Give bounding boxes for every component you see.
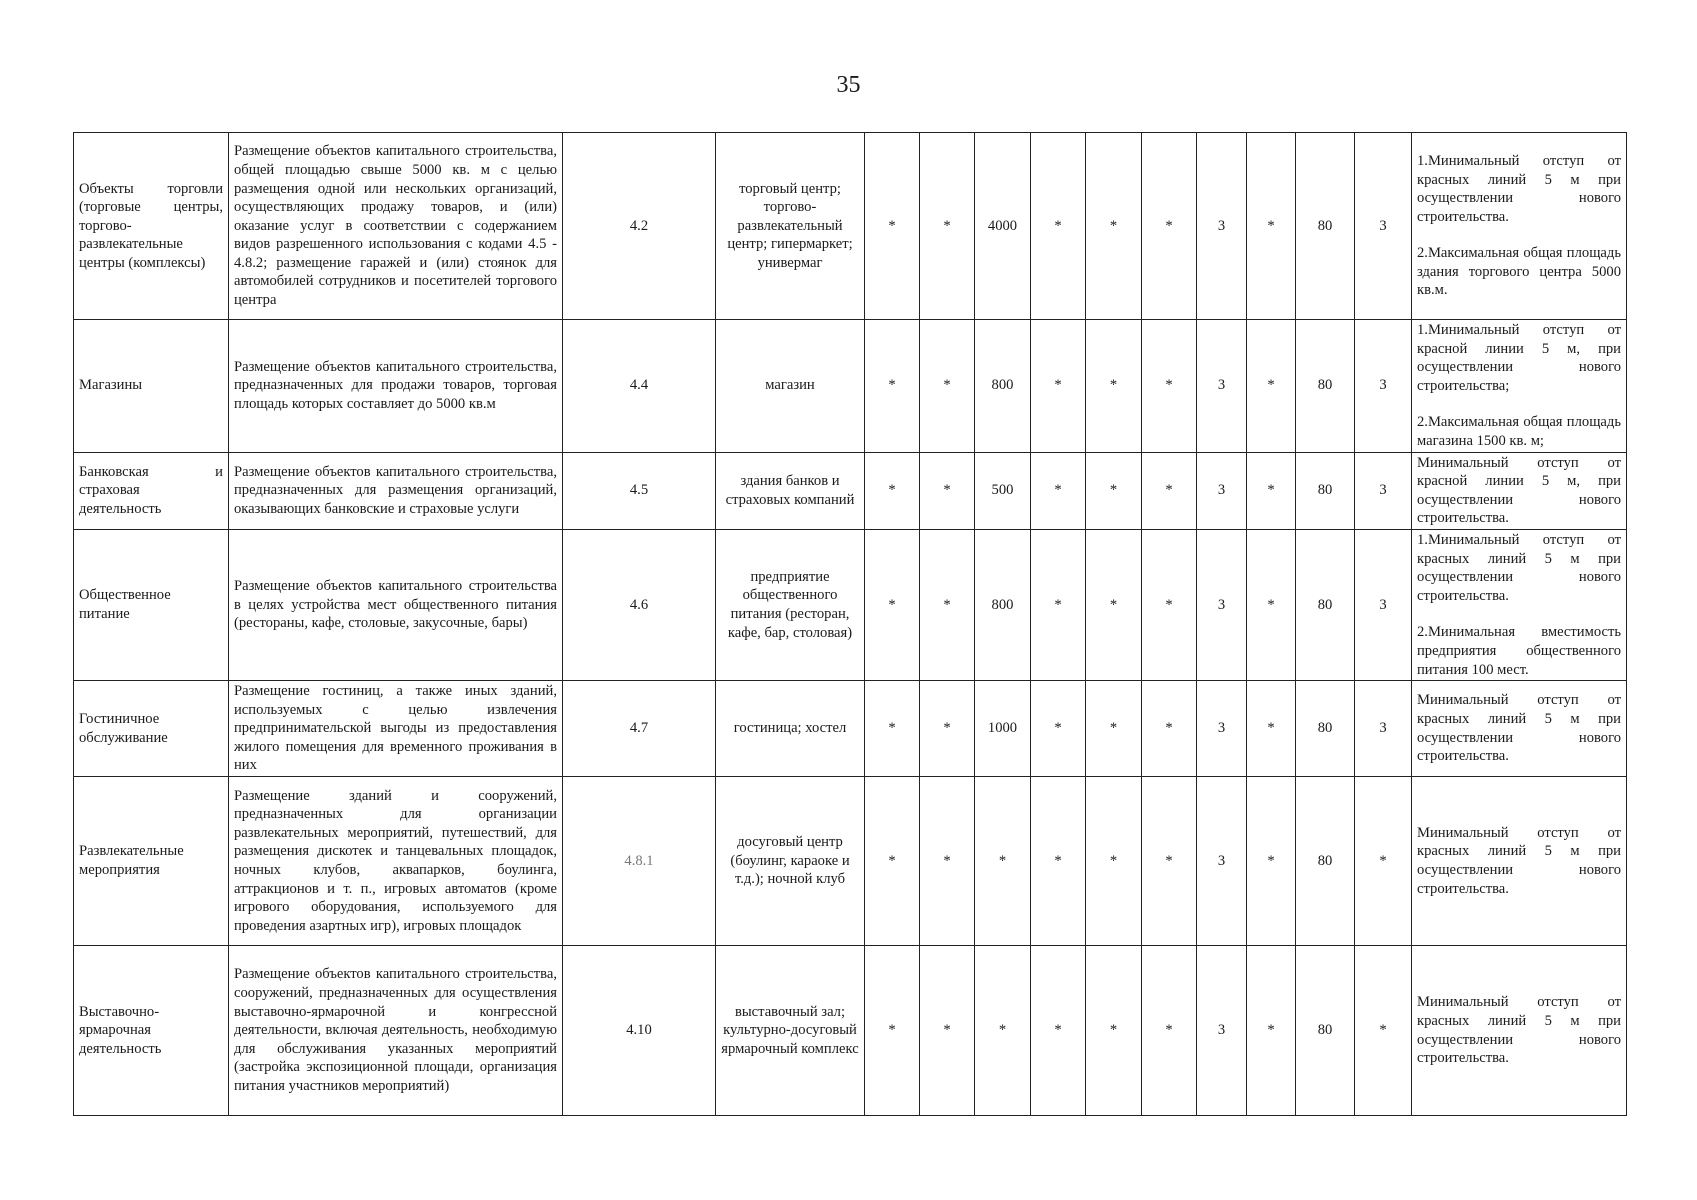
param-cell: * — [1086, 320, 1142, 453]
use-objects: гостиница; хостел — [716, 681, 865, 777]
param-cell: 3 — [1197, 946, 1247, 1116]
param-cell: 500 — [975, 452, 1031, 529]
param-cell: 1000 — [975, 681, 1031, 777]
page-number: 35 — [836, 72, 861, 98]
param-cell: * — [920, 777, 975, 946]
param-cell: * — [1031, 777, 1086, 946]
param-cell: 80 — [1296, 529, 1355, 680]
param-cell: * — [1142, 452, 1197, 529]
param-cell: 3 — [1197, 320, 1247, 453]
use-description: Размещение гостиниц, а также иных зданий, используемых с целью извлечения предпринимательской выгоды из предоставления жилого помещения для временного проживания в них — [229, 681, 563, 777]
param-cell: * — [920, 681, 975, 777]
param-cell: * — [1086, 681, 1142, 777]
param-cell: * — [1142, 320, 1197, 453]
param-cell: * — [1086, 777, 1142, 946]
param-cell: 4000 — [975, 133, 1031, 320]
param-cell: 80 — [1296, 681, 1355, 777]
param-cell: * — [1086, 133, 1142, 320]
use-code: 4.2 — [563, 133, 716, 320]
param-cell: 3 — [1355, 452, 1412, 529]
table-row — [74, 133, 1627, 320]
param-cell: * — [1031, 133, 1086, 320]
param-cell: 80 — [1296, 946, 1355, 1116]
use-objects: досуговый центр (боулинг, караоке и т.д.); ночной клуб — [716, 777, 865, 946]
use-objects: здания банков и страховых компаний — [716, 452, 865, 529]
param-cell: 80 — [1296, 777, 1355, 946]
use-code: 4.6 — [563, 529, 716, 680]
param-cell: * — [920, 529, 975, 680]
note-text: Минимальный отступ от красных линий 5 м при осуществлении нового строительства. — [1417, 692, 1621, 765]
param-cell: * — [1355, 946, 1412, 1116]
param-cell: * — [865, 320, 920, 453]
use-notes — [1412, 777, 1627, 946]
use-notes — [1412, 452, 1627, 529]
param-cell: * — [1247, 681, 1296, 777]
param-cell: * — [865, 529, 920, 680]
note-text: Минимальный отступ от красной линии 5 м, при осуществлении нового строительства. — [1417, 454, 1621, 527]
param-cell: * — [865, 777, 920, 946]
use-name: Объекты торговли (торговые центры, торгово-развлекательные центры (комплексы) — [74, 133, 229, 320]
note-text: Минимальный отступ от красных линий 5 м при осуществлении нового строительства. — [1417, 824, 1621, 897]
param-cell: * — [1142, 133, 1197, 320]
param-cell: 80 — [1296, 133, 1355, 320]
use-code: 4.10 — [563, 946, 716, 1116]
param-cell: * — [975, 777, 1031, 946]
param-cell: * — [1142, 529, 1197, 680]
param-cell: * — [920, 946, 975, 1116]
use-name: Банковская и страховая деятельность — [74, 452, 229, 529]
param-cell: * — [1142, 681, 1197, 777]
param-cell: * — [1247, 777, 1296, 946]
param-cell: * — [920, 133, 975, 320]
param-cell: 3 — [1197, 133, 1247, 320]
param-cell: * — [1031, 529, 1086, 680]
note-text: 2.Максимальная общая площадь здания торгового центра 5000 кв.м. — [1417, 245, 1621, 299]
use-notes — [1412, 529, 1627, 680]
note-text: 2.Максимальная общая площадь магазина 1500 кв. м; — [1417, 414, 1621, 449]
param-cell: 3 — [1197, 452, 1247, 529]
use-name: Выставочно-ярмарочная деятельность — [74, 946, 229, 1116]
table-row — [74, 320, 1627, 453]
use-notes — [1412, 320, 1627, 453]
param-cell: 3 — [1355, 529, 1412, 680]
use-name: Гостиничное обслуживание — [74, 681, 229, 777]
use-notes — [1412, 946, 1627, 1116]
param-cell: 3 — [1355, 133, 1412, 320]
param-cell: * — [1247, 529, 1296, 680]
param-cell: * — [865, 946, 920, 1116]
use-description: Размещение объектов капитального строительства, общей площадью свыше 5000 кв. м с целью размещения одной или нескольких организаций, осуществляющих продажу товаров, и (или) оказание услуг в соответствии с содержанием видов разрешенного использования с кодами 4.5 - 4.8.2; размещение гаражей и (или) стоянок для автомобилей сотрудников и посетителей торгового центра — [229, 133, 563, 320]
param-cell: 80 — [1296, 320, 1355, 453]
use-notes — [1412, 681, 1627, 777]
table-row — [74, 681, 1627, 777]
param-cell: * — [1031, 452, 1086, 529]
param-cell: 3 — [1197, 681, 1247, 777]
use-name: Магазины — [74, 320, 229, 453]
use-description: Размещение объектов капитального строительства, сооружений, предназначенных для осуществления выставочно-ярмарочной и конгрессной деятельности, включая деятельность, необходимую для обслуживания указанных мероприятий (застройка экспозиционной площади, организация питания участников мероприятий) — [229, 946, 563, 1116]
param-cell: * — [1142, 946, 1197, 1116]
param-cell: * — [920, 452, 975, 529]
use-code: 4.8.1 — [563, 777, 716, 946]
use-objects: выставочный зал; культурно-досуговый ярмарочный комплекс — [716, 946, 865, 1116]
param-cell: 800 — [975, 529, 1031, 680]
note-text: 1.Минимальный отступ от красных линий 5 м при осуществлении нового строительства. — [1417, 531, 1621, 604]
param-cell: * — [1247, 946, 1296, 1116]
note-text: 1.Минимальный отступ от красных линий 5 м при осуществлении нового строительства. — [1417, 152, 1621, 225]
note-text: Минимальный отступ от красных линий 5 м при осуществлении нового строительства. — [1417, 994, 1621, 1067]
param-cell: * — [1031, 320, 1086, 453]
param-cell: * — [865, 681, 920, 777]
param-cell: * — [1355, 777, 1412, 946]
table-row — [74, 777, 1627, 946]
param-cell: 3 — [1355, 320, 1412, 453]
param-cell: * — [865, 133, 920, 320]
param-cell: * — [865, 452, 920, 529]
use-objects: предприятие общественного питания (ресторан, кафе, бар, столовая) — [716, 529, 865, 680]
use-objects: магазин — [716, 320, 865, 453]
param-cell: * — [1247, 133, 1296, 320]
table-row — [74, 529, 1627, 680]
param-cell: * — [1031, 681, 1086, 777]
param-cell: * — [1247, 320, 1296, 453]
param-cell: * — [1247, 452, 1296, 529]
param-cell: * — [1142, 777, 1197, 946]
param-cell: * — [975, 946, 1031, 1116]
table-row — [74, 452, 1627, 529]
use-description: Размещение объектов капитального строительства, предназначенных для размещения организаций, оказывающих банковские и страховые услуги — [229, 452, 563, 529]
param-cell: 80 — [1296, 452, 1355, 529]
use-name: Развлекательные мероприятия — [74, 777, 229, 946]
param-cell: * — [1086, 452, 1142, 529]
param-cell: 3 — [1197, 777, 1247, 946]
use-code: 4.4 — [563, 320, 716, 453]
param-cell: * — [920, 320, 975, 453]
table-row — [74, 946, 1627, 1116]
note-text: 1.Минимальный отступ от красной линии 5 м, при осуществлении нового строительства; — [1417, 322, 1621, 394]
use-name: Общественное питание — [74, 529, 229, 680]
use-objects: торговый центр; торгово-развлекательный центр; гипермаркет; универмаг — [716, 133, 865, 320]
use-description: Размещение объектов капитального строительства, предназначенных для продажи товаров, торговая площадь которых составляет до 5000 кв.м — [229, 320, 563, 453]
param-cell: * — [1086, 529, 1142, 680]
note-text: 2.Минимальная вместимость предприятия общественного питания 100 мест. — [1417, 624, 1621, 678]
param-cell: 3 — [1197, 529, 1247, 680]
param-cell: 3 — [1355, 681, 1412, 777]
param-cell: 800 — [975, 320, 1031, 453]
param-cell: * — [1031, 946, 1086, 1116]
use-code: 4.7 — [563, 681, 716, 777]
param-cell: * — [1086, 946, 1142, 1116]
use-description: Размещение зданий и сооружений, предназначенных для организации развлекательных мероприятий, путешествий, для размещения дискотек и танцевальных площадок, ночных клубов, аквапарков, боулинга, аттракционов и т. п., игровых автоматов (кроме игрового оборудования, используемого для проведения азартных игр), игровых площадок — [229, 777, 563, 946]
use-notes — [1412, 133, 1627, 320]
use-description: Размещение объектов капитального строительства в целях устройства мест общественного питания (рестораны, кафе, столовые, закусочные, бары) — [229, 529, 563, 680]
permitted-use-table — [73, 132, 1627, 1116]
use-code: 4.5 — [563, 452, 716, 529]
